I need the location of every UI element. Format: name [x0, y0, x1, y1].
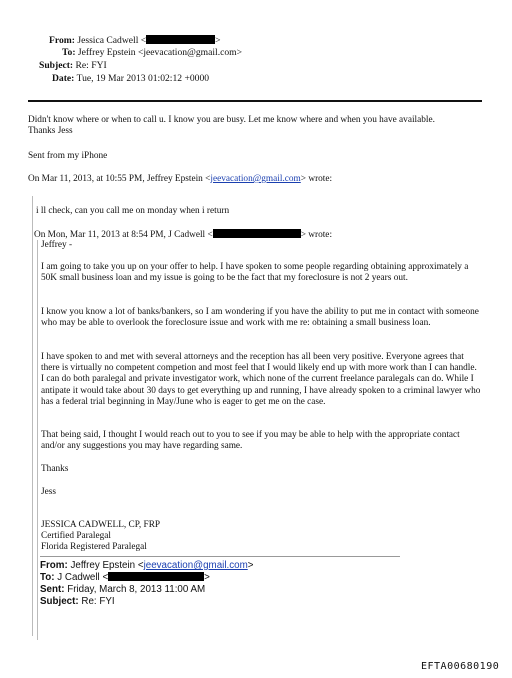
- from-value: Jessica Cadwell <: [77, 35, 147, 46]
- quoted-name: Jess: [41, 487, 56, 497]
- header-date: [52, 73, 209, 85]
- date-label: Date:: [52, 73, 75, 84]
- quoted-paragraph-3: I have spoken to and met with several attorneys and the reception has all been very positive. Everyone agrees that there is virtually no competent competion and most feel that I would likely end up with more work than I can handle. I can do both paralegal and private investigator work, which none of the current freelance paralegals can do. While I antipate it would take about 30 days to get everything up and running, I have already spoken to a criminal lawyer who has a federal trial beginning in May/June who is eager to get me on the case.: [41, 352, 481, 407]
- forward-divider: [40, 556, 400, 557]
- redaction-bar: [108, 572, 204, 581]
- email-link[interactable]: jeevacation@gmail.com: [210, 174, 301, 184]
- quote-bar: [32, 196, 33, 636]
- quoted-paragraph-4: That being said, I thought I would reach out to you to see if you may be able to help with the appropriate contact and/or any suggestions you may have regarding same.: [41, 430, 460, 452]
- header-from: From: Jessica Cadwell < >: [49, 35, 221, 46]
- subject-label: Subject:: [39, 60, 74, 71]
- to-label: To:: [62, 47, 76, 58]
- forward-email-link[interactable]: jeevacation@gmail.com: [143, 560, 248, 571]
- from-label: From:: [49, 35, 75, 46]
- to-value: Jeffrey Epstein <jeevacation@gmail.com>: [77, 47, 243, 58]
- signature-title-2: Florida Registered Paralegal: [41, 542, 147, 552]
- quoted-thanks: Thanks: [41, 464, 69, 474]
- forward-from: From: Jeffrey Epstein <jeevacation@gmail.com>: [40, 560, 254, 571]
- message-signature: Sent from my iPhone: [28, 151, 108, 161]
- message-line2: Thanks Jess: [28, 126, 73, 136]
- message-line1: Didn't know where or when to call u. I know you are busy. Let me know where and when you have available.: [28, 115, 435, 125]
- header-to: [62, 47, 242, 59]
- forward-sent: Sent: Friday, March 8, 2013 11:00 AM: [40, 584, 206, 595]
- quoted-paragraph-1: I am going to take you up on your offer to help. I have spoken to some people regarding obtaining approximately a 50K small business loan and my issue is going to be the fact that my foreclosure is not 2 years out.: [41, 262, 469, 284]
- forward-subject: Subject: Re: FYI: [40, 596, 115, 607]
- redaction-bar: [213, 229, 301, 238]
- redaction-bar: [146, 35, 215, 44]
- quote-attribution: On Mar 11, 2013, at 10:55 PM, Jeffrey Epstein <jeevacation@gmail.com> wrote:: [28, 174, 333, 184]
- header-divider: [28, 100, 482, 102]
- date-value: Tue, 19 Mar 2013 01:02:12 +0000: [76, 73, 210, 84]
- inner-quote-bar: [37, 240, 38, 640]
- header-subject: [39, 60, 107, 72]
- reply-text: i ll check, can you call me on monday when i return: [36, 206, 230, 216]
- document-id: EFTA00680190: [421, 661, 500, 672]
- subject-value: Re: FYI: [75, 60, 107, 71]
- quoted-paragraph-2: I know you know a lot of banks/bankers, so I am wondering if you have the ability to put me in contact with someone who may be able to overlook the foreclosure issue and work with me re: obtaining a small business loan.: [41, 307, 479, 329]
- signature-name: JESSICA CADWELL, CP, FRP: [41, 520, 161, 530]
- reply-attribution: On Mon, Mar 11, 2013 at 8:54 PM, J Cadwell < > wrote:: [34, 230, 333, 240]
- signature-title-1: Certified Paralegal: [41, 531, 111, 541]
- forward-to: To: J Cadwell < >: [40, 572, 210, 583]
- quoted-greeting: Jeffrey -: [41, 240, 73, 250]
